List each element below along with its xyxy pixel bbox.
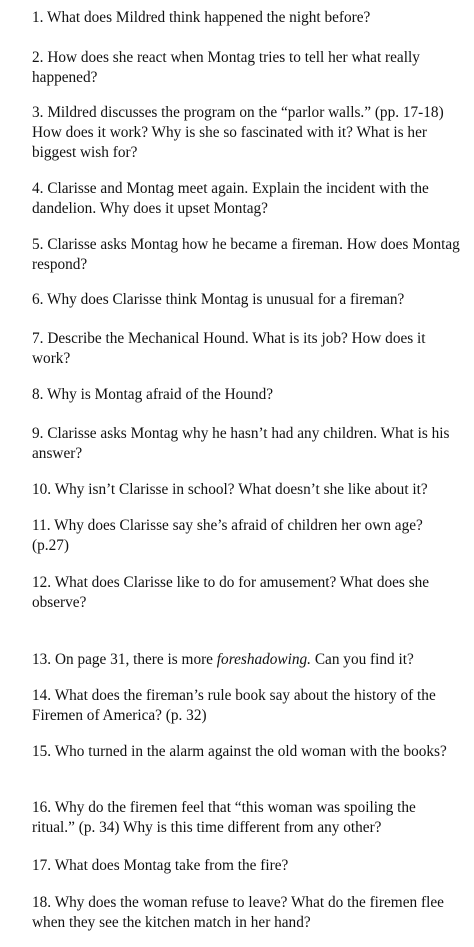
question-4 bbox=[32, 179, 462, 219]
question-text: What does Clarisse like to do for amusement? What does she observe? bbox=[32, 574, 430, 611]
question-text: Who turned in the alarm against the old woman with the books? bbox=[54, 743, 447, 760]
question-8 bbox=[32, 385, 462, 405]
question-5 bbox=[32, 235, 462, 275]
question-17 bbox=[32, 856, 462, 876]
question-text: Clarisse asks Montag why he hasn’t had any children. What is his answer? bbox=[32, 425, 450, 462]
question-text: Clarisse asks Montag how he became a fireman. How does Montag respond? bbox=[32, 236, 460, 273]
question-15 bbox=[32, 742, 462, 762]
question-number: 5. bbox=[32, 236, 44, 253]
question-1 bbox=[32, 8, 462, 28]
question-number: 3. bbox=[32, 104, 44, 121]
question-number: 13. bbox=[32, 651, 52, 668]
question-text: What does Mildred think happened the night before? bbox=[47, 9, 371, 26]
question-text: Mildred discusses the program on the “parlor walls.” (pp. 17-18) How does it work? Why is she so fascinated with it? What is her biggest wish for? bbox=[32, 104, 444, 161]
question-number: 17. bbox=[32, 857, 52, 874]
question-2 bbox=[32, 48, 462, 88]
question-text: Why does the woman refuse to leave? What do the firemen flee when they see the kitchen match in her hand? bbox=[32, 894, 444, 931]
question-7 bbox=[32, 329, 462, 369]
question-text: What does Montag take from the fire? bbox=[54, 857, 289, 874]
question-12 bbox=[32, 573, 462, 613]
question-text: How does she react when Montag tries to tell her what really happened? bbox=[32, 49, 420, 86]
question-10 bbox=[32, 480, 462, 500]
question-number: 9. bbox=[32, 425, 44, 442]
question-text: Why do the firemen feel that “this woman was spoiling the ritual.” (p. 34) Why is this time different from any other? bbox=[32, 799, 416, 836]
question-number: 12. bbox=[32, 574, 52, 591]
question-text: Clarisse and Montag meet again. Explain the incident with the dandelion. Why does it upset Montag? bbox=[32, 180, 429, 217]
question-number: 18. bbox=[32, 894, 52, 911]
question-number: 14. bbox=[32, 687, 52, 704]
question-text: Why does Clarisse think Montag is unusual for a fireman? bbox=[47, 291, 405, 308]
question-number: 1. bbox=[32, 9, 44, 26]
question-18 bbox=[32, 893, 462, 933]
question-number: 10. bbox=[32, 481, 52, 498]
question-text: Describe the Mechanical Hound. What is its job? How does it work? bbox=[32, 330, 426, 367]
question-16 bbox=[32, 798, 462, 838]
question-number: 16. bbox=[32, 799, 52, 816]
question-11 bbox=[32, 516, 462, 556]
question-number: 2. bbox=[32, 49, 44, 66]
question-number: 7. bbox=[32, 330, 44, 347]
question-3 bbox=[32, 103, 462, 163]
question-text: What does the fireman’s rule book say about the history of the Firemen of America? (p. 32) bbox=[32, 687, 436, 724]
question-number: 11. bbox=[32, 517, 51, 534]
question-number: 4. bbox=[32, 180, 44, 197]
question-text: Why is Montag afraid of the Hound? bbox=[47, 386, 274, 403]
question-text: Why isn’t Clarisse in school? What doesn’t she like about it? bbox=[54, 481, 428, 498]
question-13 bbox=[32, 650, 462, 670]
question-9 bbox=[32, 424, 462, 464]
question-text: Why does Clarisse say she’s afraid of children her own age? (p.27) bbox=[32, 517, 423, 554]
question-number: 15. bbox=[32, 743, 52, 760]
question-6 bbox=[32, 290, 462, 310]
question-emphasis: foreshadowing. bbox=[216, 651, 311, 668]
question-14 bbox=[32, 686, 462, 726]
question-text: On page 31, there is more bbox=[54, 651, 217, 668]
question-number: 8. bbox=[32, 386, 44, 403]
question-number: 6. bbox=[32, 291, 44, 308]
question-text: Can you find it? bbox=[311, 651, 414, 668]
